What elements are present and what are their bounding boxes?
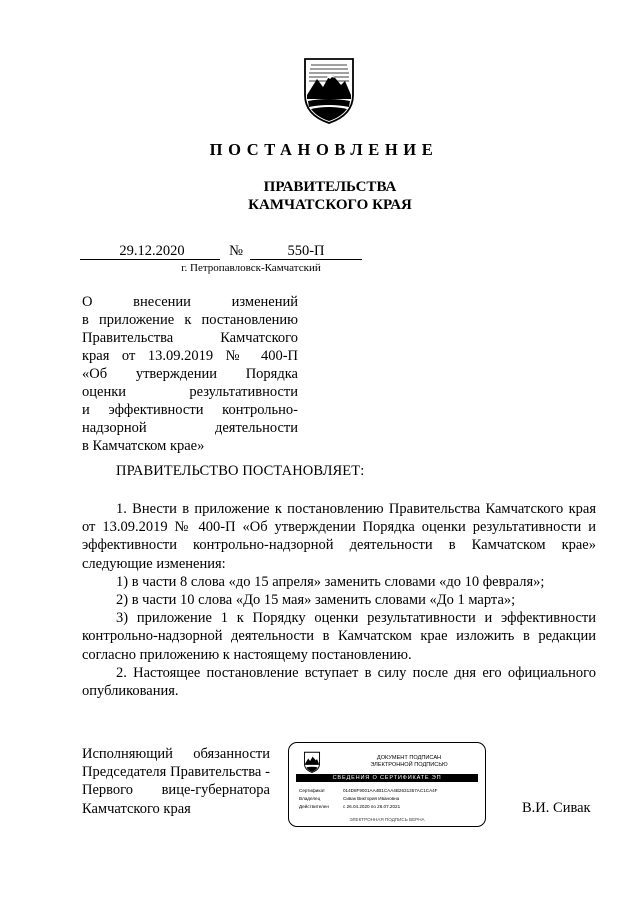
issuer-line: ПРАВИТЕЛЬСТВА xyxy=(263,179,397,195)
subject-line: края от 13.09.2019 № 400-П xyxy=(82,348,298,364)
registration-line xyxy=(80,243,362,261)
issuer xyxy=(0,178,640,214)
signatory-title-line: Камчатского края xyxy=(82,800,191,817)
subject-line: Правительства Камчатского xyxy=(82,330,298,346)
stamp-certificate-bar: СВЕДЕНИЯ О СЕРТИФИКАТЕ ЭП xyxy=(296,774,478,782)
document-number: 550-П xyxy=(250,243,362,260)
stamp-heading xyxy=(349,755,469,769)
signatory-title-line: Исполняющий обязанности xyxy=(82,746,270,762)
body-paragraph: 3) приложение 1 к Порядку оценки результативности и эффективности контрольно-надзорной деятельности в Камчатском крае изложить в редакции согласно приложению к настоящему постановлению. xyxy=(82,610,596,663)
document-subject xyxy=(82,293,298,455)
stamp-row-owner xyxy=(299,796,399,802)
stamp-value: Сивак Виктория Ивановна xyxy=(343,796,400,801)
subject-line: О внесении изменений xyxy=(82,294,298,310)
document-date: 29.12.2020 xyxy=(80,243,220,260)
electronic-signature-stamp xyxy=(288,742,486,827)
signer-name: В.И. Сивак xyxy=(522,800,591,816)
subject-line: надзорной деятельности xyxy=(82,420,298,436)
number-sign: № xyxy=(229,243,243,259)
stamp-label: Действителен xyxy=(299,804,329,809)
city: г. Петропавловск-Камчатский xyxy=(181,262,321,274)
stamp-heading-line: ДОКУМЕНТ ПОДПИСАН xyxy=(376,755,442,761)
body-paragraph: 1. Внести в приложение к постановлению Правительства Камчатского края от 13.09.2019 № 400-П «Об утверждении Порядка оценки результативности и эффективности контрольно-надзорной деятельности в Камчатском крае» следующие изменения: xyxy=(82,501,596,572)
signatory-title-line: Председателя Правительства - xyxy=(82,764,270,781)
body-paragraph: 1) в части 8 слова «до 15 апреля» заменить словами «до 10 февраля»; xyxy=(116,573,545,590)
stamp-emblem-icon xyxy=(303,751,321,773)
body-paragraph: 2) в части 10 слова «До 15 мая» заменить словами «До 1 марта»; xyxy=(116,592,516,609)
stamp-label: Владелец xyxy=(299,796,321,801)
stamp-row-certificate xyxy=(299,788,438,794)
subject-line: оценки результативности xyxy=(82,384,298,400)
signatory-title-line: Первого вице-губернатора xyxy=(82,782,270,799)
stamp-footer: ЭЛЕКТРОННАЯ ПОДПИСЬ ВЕРНА xyxy=(349,817,425,822)
subject-line: и эффективности контрольно- xyxy=(82,402,298,418)
document-type: ПОСТАНОВЛЕНИЕ xyxy=(209,140,439,159)
stamp-value: с 26.04.2020 по 26.07.2021 xyxy=(343,804,401,809)
stamp-row-validity xyxy=(299,804,400,810)
preamble: ПРАВИТЕЛЬСТВО ПОСТАНОВЛЯЕТ: xyxy=(116,463,365,479)
subject-line: в Камчатском крае» xyxy=(82,438,205,454)
subject-line: «Об утверждении Порядка xyxy=(82,366,298,382)
document-body xyxy=(82,500,596,700)
stamp-heading-line: ЭЛЕКТРОННОЙ ПОДПИСЬЮ xyxy=(370,762,448,768)
subject-line: в приложение к постановлению xyxy=(82,312,298,328)
body-paragraph: 2. Настоящее постановление вступает в силу после дня его официального опубликования. xyxy=(82,664,596,700)
issuer-line: КАМЧАТСКОГО КРАЯ xyxy=(248,197,412,213)
coat-of-arms-emblem xyxy=(301,55,357,125)
signatory-title xyxy=(82,745,270,818)
stamp-label: Сертификат xyxy=(299,788,326,793)
stamp-value: 014D8F9001AA4B1CAA4B2631357AC1CA4F xyxy=(343,788,438,793)
